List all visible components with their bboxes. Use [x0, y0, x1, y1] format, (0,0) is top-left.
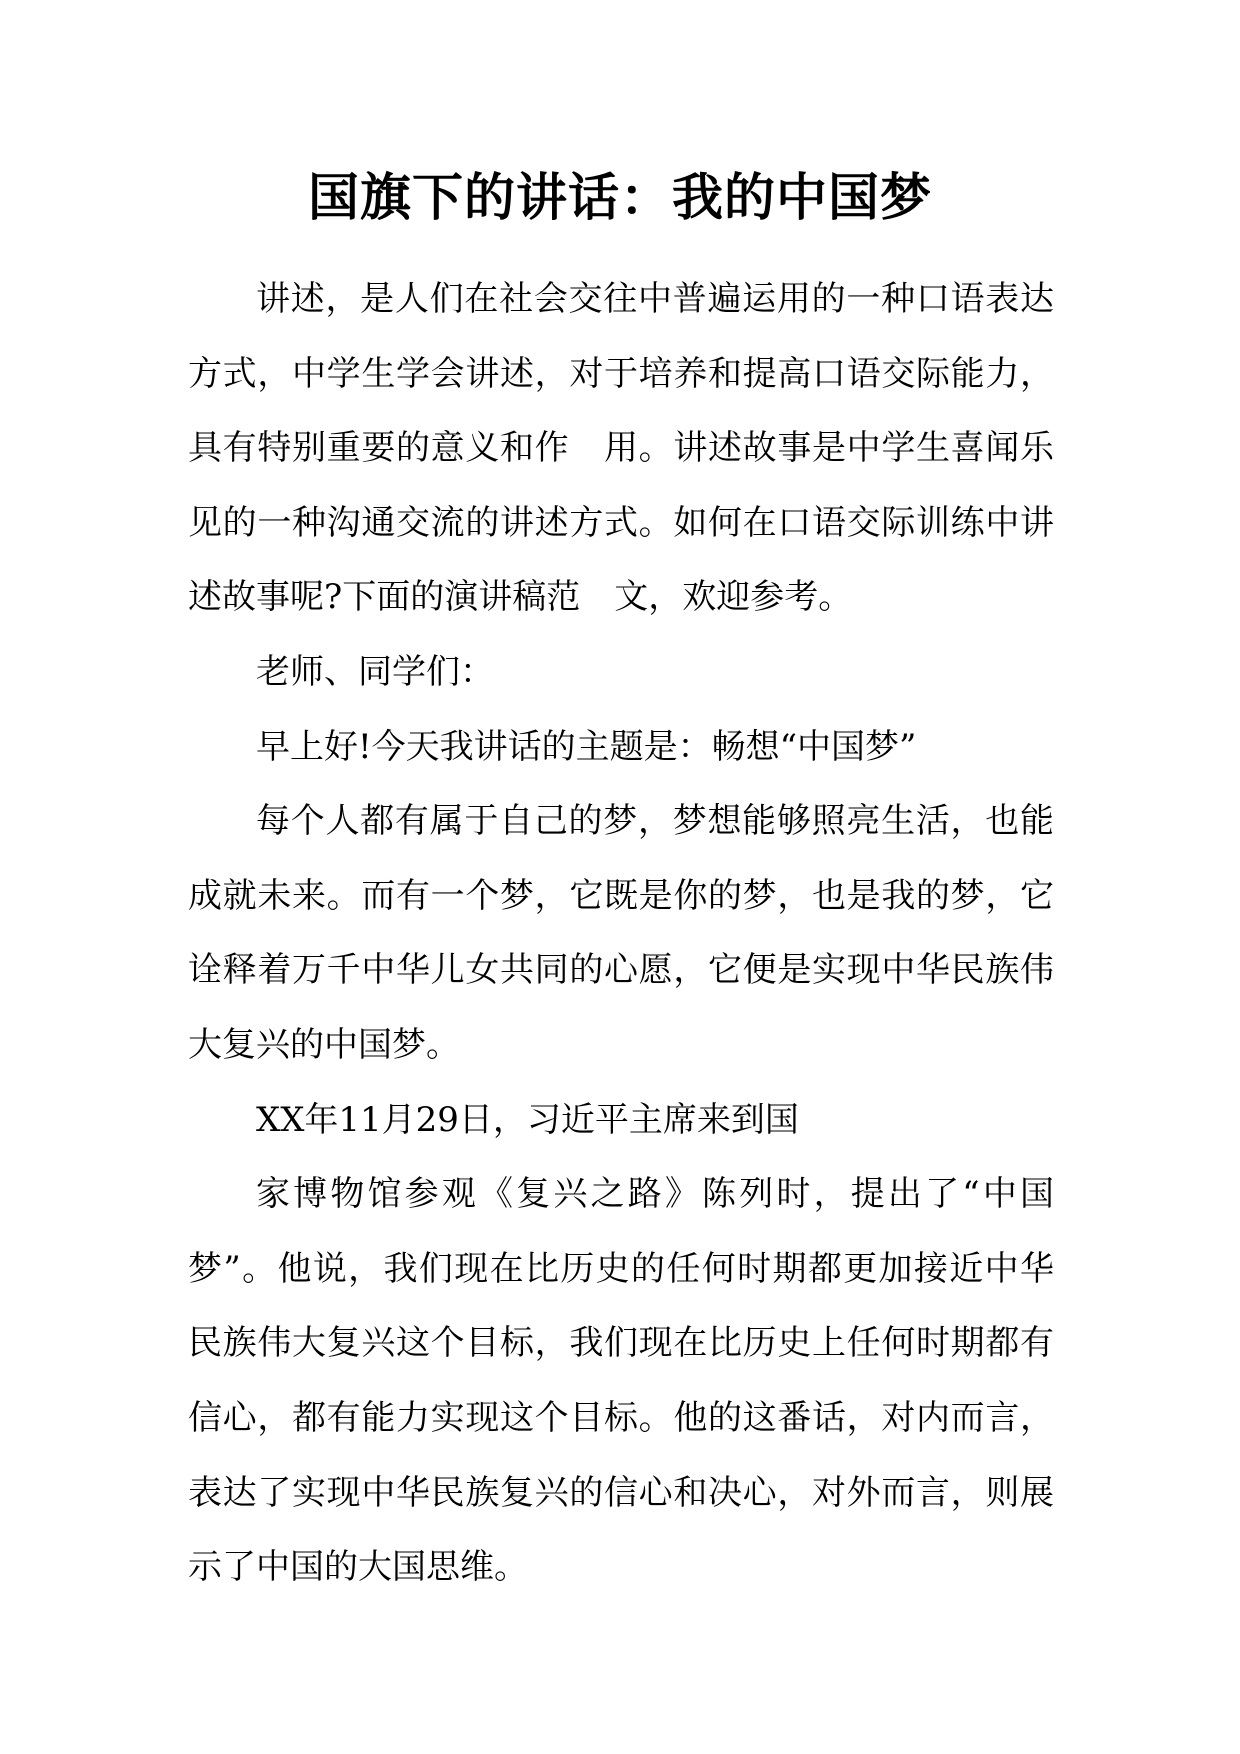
salutation-paragraph: 老师、同学们： [256, 651, 494, 692]
greeting-paragraph: 早上好!今天我讲话的主题是：畅想“中国梦” [256, 726, 917, 767]
document-body [188, 262, 1054, 1605]
museum-paragraph: 家博物馆参观《复兴之路》陈列时，提出了“中国梦”。他说，我们现在比历史的任何时期都更加接近中华民族伟大复兴这个目标，我们现在比历史上任何时期都有信心，都有能力实现这个目标。他的这番话，对内而言，表达了实现中华民族复兴的信心和决心，对外而言，则展示了中国的大国思维。 [188, 1174, 1054, 1588]
document-title: 国旗下的讲话：我的中国梦 [307, 168, 932, 228]
date-paragraph: XX年11月29日，习近平主席来到国 [256, 1099, 799, 1140]
dream-paragraph: 每个人都有属于自己的梦，梦想能够照亮生活，也能成就未来。而有一个梦，它既是你的梦，也是我的梦，它诠释着万千中华儿女共同的心愿，它便是实现中华民族伟大复兴的中国梦。 [188, 801, 1054, 1065]
intro-paragraph: 讲述，是人们在社会交往中普遍运用的一种口语表达方式，中学生学会讲述，对于培养和提高口语交际能力，具有特别重要的意义和作 用。讲述故事是中学生喜闻乐见的一种沟通交流的讲述方式。如何在口语交际训练中讲述故事呢?下面的演讲稿范 文，欢迎参考。 [188, 279, 1054, 618]
